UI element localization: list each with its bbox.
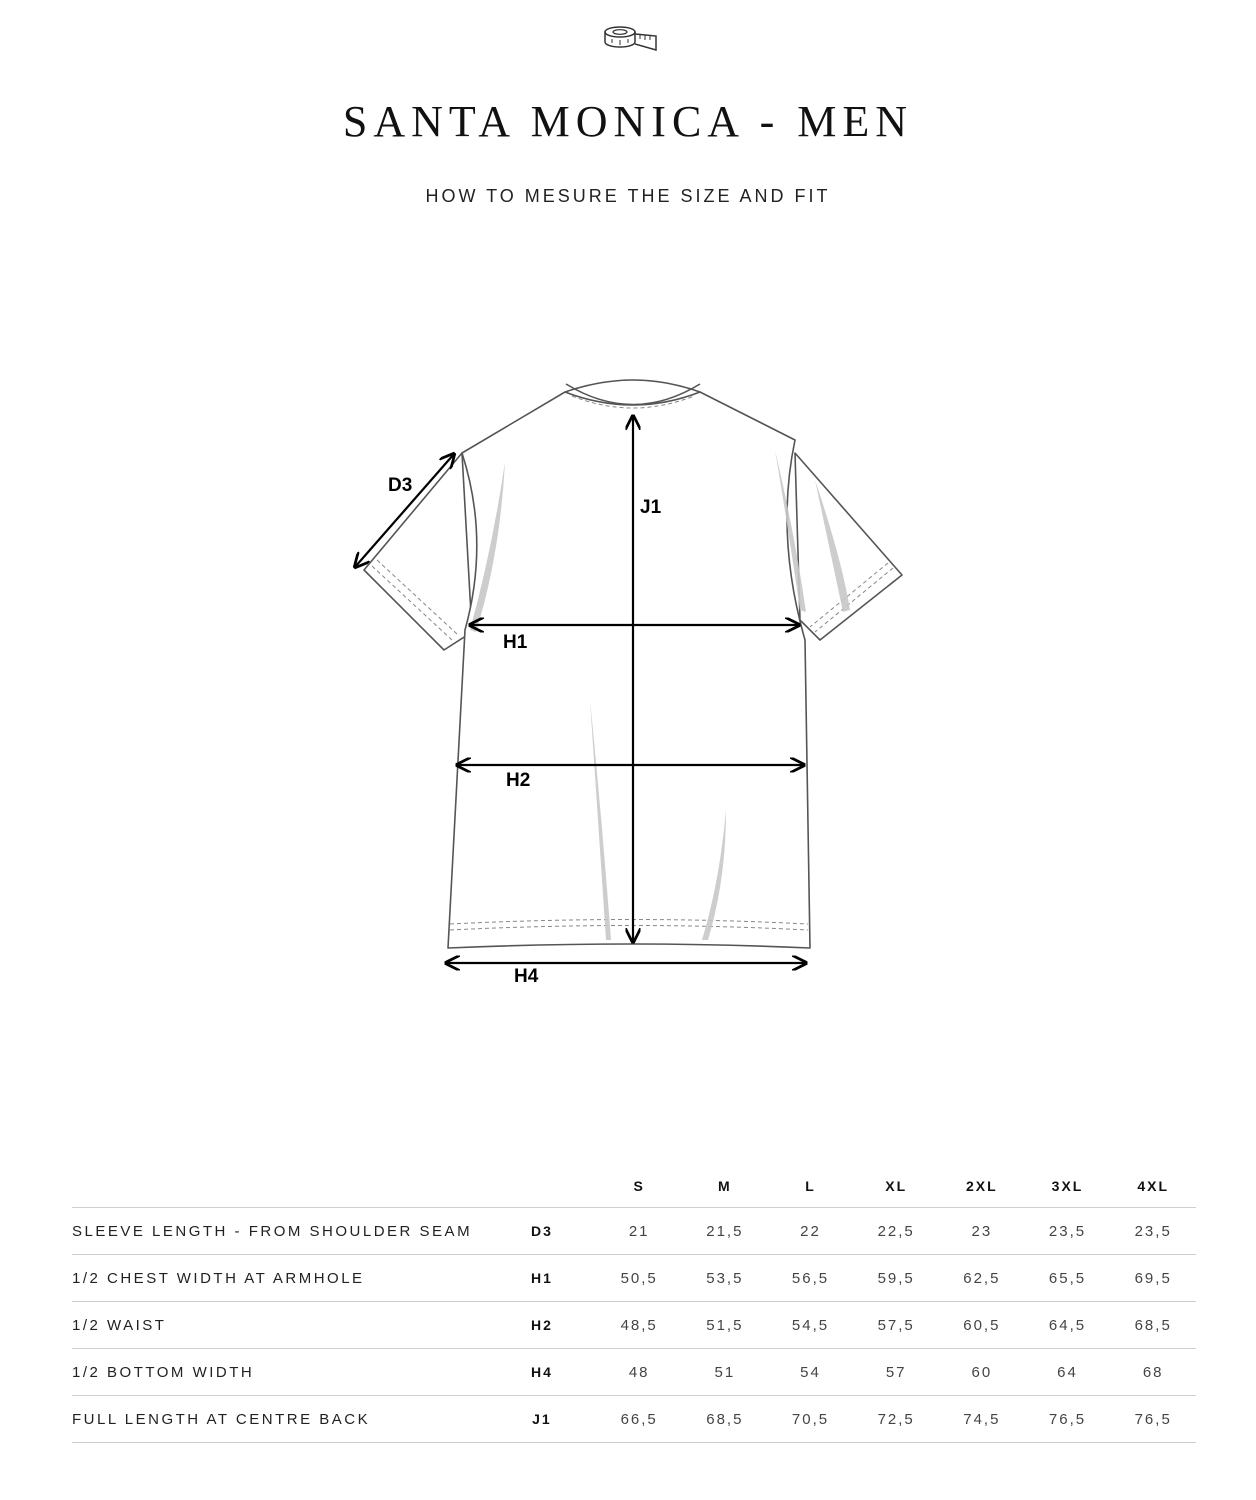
table-cell: 48: [628, 1363, 650, 1381]
table-cell: 57,5: [877, 1316, 915, 1334]
size-header-3xl: 3XL: [1051, 1178, 1084, 1194]
table-cell: 68: [1142, 1363, 1164, 1381]
table-row: [72, 1254, 1196, 1301]
row-code: H2: [530, 1317, 553, 1333]
page-title: SANTA MONICA - MEN: [342, 97, 914, 146]
table-cell: 53,5: [706, 1269, 744, 1287]
table-cell: 66,5: [620, 1410, 658, 1428]
size-header-2xl: 2XL: [966, 1178, 998, 1194]
table-cell: 70,5: [791, 1410, 830, 1428]
size-header-s: S: [633, 1178, 645, 1194]
table-cell: 48,5: [620, 1316, 658, 1334]
label-h4: H4: [514, 966, 539, 987]
table-cell: 60,5: [963, 1316, 1001, 1334]
row-label: SLEEVE LENGTH - FROM SHOULDER SEAM: [72, 1222, 473, 1240]
table-cell: 51,5: [706, 1316, 744, 1334]
table-cell: 23: [971, 1222, 993, 1240]
table-row: [72, 1348, 1196, 1395]
table-cell: 22: [800, 1222, 821, 1240]
table-cell: 23,5: [1134, 1222, 1172, 1240]
table-cell: 65,5: [1048, 1269, 1087, 1287]
table-cell: 60: [971, 1363, 993, 1381]
label-h1: H1: [503, 632, 528, 653]
table-cell: 72,5: [877, 1410, 915, 1428]
table-cell: 68,5: [1134, 1316, 1172, 1334]
row-label: 1/2 WAIST: [72, 1316, 167, 1334]
page-subtitle: HOW TO MESURE THE SIZE AND FIT: [425, 186, 831, 206]
table-cell: 23,5: [1048, 1222, 1087, 1240]
table-cell: 76,5: [1048, 1410, 1087, 1428]
size-header-l: L: [805, 1178, 816, 1194]
size-header-4xl: 4XL: [1137, 1178, 1170, 1194]
label-d3: D3: [388, 475, 413, 496]
size-header-m: M: [718, 1178, 732, 1194]
table-cell: 68,5: [706, 1410, 744, 1428]
label-j1: J1: [640, 497, 662, 518]
table-cell: 74,5: [963, 1410, 1001, 1428]
table-row: [72, 1207, 1196, 1254]
table-row: [72, 1301, 1196, 1348]
measuring-tape-icon: [600, 22, 666, 58]
table-cell: 64: [1057, 1363, 1078, 1381]
table-cell: 64,5: [1048, 1316, 1087, 1334]
table-cell: 54: [800, 1363, 821, 1381]
table-cell: 54,5: [791, 1316, 830, 1334]
table-cell: 69,5: [1134, 1269, 1172, 1287]
table-cell: 56,5: [791, 1269, 830, 1287]
label-h2: H2: [506, 770, 531, 791]
size-table: [72, 1165, 1196, 1443]
tshirt-diagram: [340, 370, 920, 1000]
table-header: [72, 1165, 1196, 1207]
table-cell: 22,5: [877, 1222, 915, 1240]
table-cell: 51: [714, 1363, 736, 1381]
table-cell: 50,5: [620, 1269, 658, 1287]
table-cell: 21: [628, 1222, 650, 1240]
row-label: 1/2 BOTTOM WIDTH: [72, 1363, 255, 1381]
table-cell: 62,5: [963, 1269, 1001, 1287]
row-label: 1/2 CHEST WIDTH AT ARMHOLE: [72, 1269, 365, 1287]
table-row: [72, 1395, 1196, 1443]
row-code: J1: [532, 1411, 552, 1427]
row-code: D3: [530, 1223, 553, 1239]
table-cell: 76,5: [1134, 1410, 1172, 1428]
table-cell: 21,5: [706, 1222, 744, 1240]
size-header-xl: XL: [885, 1178, 908, 1194]
table-cell: 57: [885, 1363, 907, 1381]
row-label: FULL LENGTH AT CENTRE BACK: [72, 1410, 371, 1428]
row-code: H4: [530, 1364, 553, 1380]
row-code: H1: [530, 1270, 553, 1286]
table-cell: 59,5: [877, 1269, 915, 1287]
